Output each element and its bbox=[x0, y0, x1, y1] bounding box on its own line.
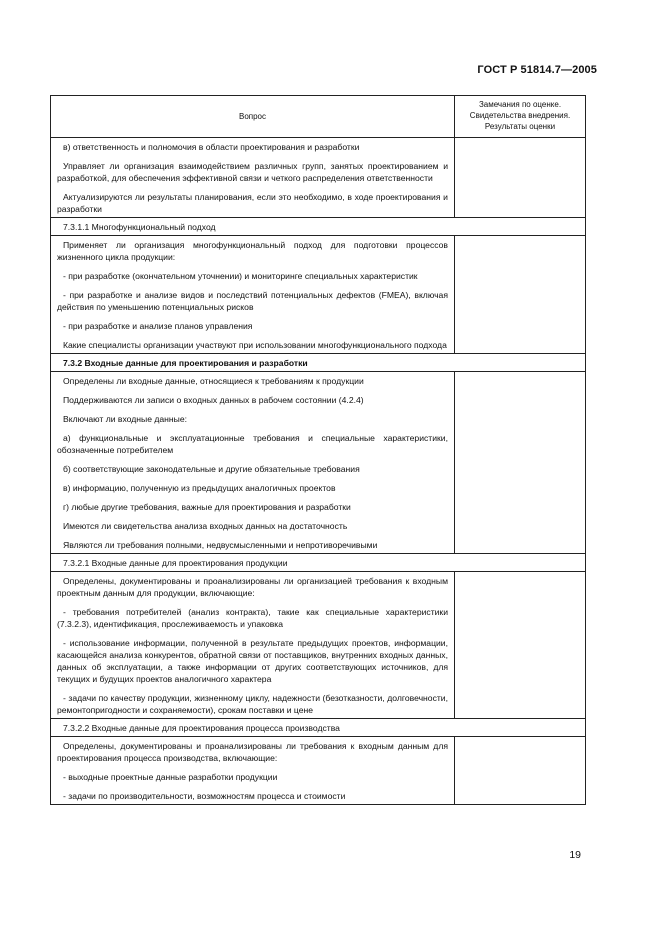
table-row bbox=[51, 138, 586, 218]
section-heading-row bbox=[51, 354, 586, 372]
question-text: - выходные проектные данные разработки продукции bbox=[63, 772, 278, 782]
column-header-question: Вопрос bbox=[51, 96, 455, 138]
remarks-cell[interactable] bbox=[455, 236, 586, 354]
question-text: Включают ли входные данные: bbox=[63, 414, 187, 424]
question-text: - при разработке и анализе планов управления bbox=[63, 321, 253, 331]
question-text: Определены, документированы и проанализированы ли требования к входным данным для проектирования процесса производства, включающие: bbox=[57, 741, 448, 763]
table-row bbox=[51, 236, 586, 354]
remarks-cell[interactable] bbox=[455, 372, 586, 554]
question-text: Применяет ли организация многофункциональный подход для подготовки процессов жизненного цикла продукции: bbox=[57, 240, 448, 262]
question-cell bbox=[51, 236, 455, 354]
question-text: Управляет ли организация взаимодействием различных групп, занятых проектированием и разработкой, для обеспечения эффективной связи и четкого распределения ответственности bbox=[57, 161, 448, 183]
table-row bbox=[51, 737, 586, 805]
question-cell bbox=[51, 572, 455, 719]
question-text: - требования потребителей (анализ контракта), такие как специальные характеристики (7.3.2.3), идентификация, прослеживаемость и упаковка bbox=[57, 607, 448, 629]
remarks-cell[interactable] bbox=[455, 737, 586, 805]
question-text: - задачи по качеству продукции, жизненному циклу, надежности (безотказности, долговечности, ремонтопригодности и сохраняемости), срокам поставки и цене bbox=[57, 693, 448, 715]
table-row bbox=[51, 372, 586, 554]
column-header-remarks: Замечания по оценке. Свидетельства внедрения. Результаты оценки bbox=[455, 96, 586, 138]
section-heading: 7.3.2 Входные данные для проектирования и разработки bbox=[63, 358, 308, 368]
section-heading-cell bbox=[51, 354, 586, 372]
question-text: - задачи по производительности, возможностям процесса и стоимости bbox=[63, 791, 346, 801]
section-heading: 7.3.2.1 Входные данные для проектирования продукции bbox=[63, 558, 288, 568]
section-heading-row bbox=[51, 218, 586, 236]
question-text: Определены ли входные данные, относящиеся к требованиям к продукции bbox=[63, 376, 364, 386]
question-text: - использование информации, полученной в результате предыдущих проектов, информации, касающейся анализа конкурентов, обратной связи от поставщиков, внутренних входных данных, данных об эксплуатации, а также информации от других соответствующих источников, для текущих и будущих проектов аналогичного характера bbox=[57, 638, 448, 684]
question-text: Имеются ли свидетельства анализа входных данных на достаточность bbox=[63, 521, 348, 531]
question-text: Какие специалисты организации участвуют при использовании многофункционального подхода bbox=[63, 340, 447, 350]
section-heading: 7.3.2.2 Входные данные для проектирования процесса производства bbox=[63, 723, 340, 733]
question-cell bbox=[51, 737, 455, 805]
section-heading-cell bbox=[51, 719, 586, 737]
section-heading-cell bbox=[51, 554, 586, 572]
question-text: - при разработке (окончательном уточнении) и мониторинге специальных характеристик bbox=[63, 271, 418, 281]
question-text: - при разработке и анализе видов и последствий потенциальных дефектов (FMEA), включая действия по уменьшению потенциальных рисков bbox=[57, 290, 448, 312]
question-cell bbox=[51, 138, 455, 218]
document-standard-number: ГОСТ Р 51814.7—2005 bbox=[477, 64, 597, 76]
question-text: Определены, документированы и проанализированы ли организацией требования к входным проектным данным для продукции, включающие: bbox=[57, 576, 448, 598]
section-heading-row bbox=[51, 554, 586, 572]
section-heading-cell bbox=[51, 218, 586, 236]
table-row bbox=[51, 572, 586, 719]
remarks-cell[interactable] bbox=[455, 138, 586, 218]
question-text: Актуализируются ли результаты планирования, если это необходимо, в ходе проектирования и разработки bbox=[57, 192, 448, 214]
question-text: Являются ли требования полными, недвусмысленными и непротиворечивыми bbox=[63, 540, 378, 550]
question-text: в) информацию, полученную из предыдущих аналогичных проектов bbox=[63, 483, 336, 493]
question-text: Поддерживаются ли записи о входных данных в рабочем состоянии (4.2.4) bbox=[63, 395, 364, 405]
question-text: в) ответственность и полномочия в области проектирования и разработки bbox=[63, 142, 360, 152]
question-text: г) любые другие требования, важные для проектирования и разработки bbox=[63, 502, 351, 512]
question-text: б) соответствующие законодательные и другие обязательные требования bbox=[63, 464, 360, 474]
section-heading: 7.3.1.1 Многофункциональный подход bbox=[63, 222, 216, 232]
assessment-table bbox=[50, 95, 585, 805]
question-text: а) функциональные и эксплуатационные требования и специальные характеристики, обозначенные потребителем bbox=[57, 433, 448, 455]
remarks-cell[interactable] bbox=[455, 572, 586, 719]
question-cell bbox=[51, 372, 455, 554]
page-number: 19 bbox=[569, 849, 581, 861]
section-heading-row bbox=[51, 719, 586, 737]
